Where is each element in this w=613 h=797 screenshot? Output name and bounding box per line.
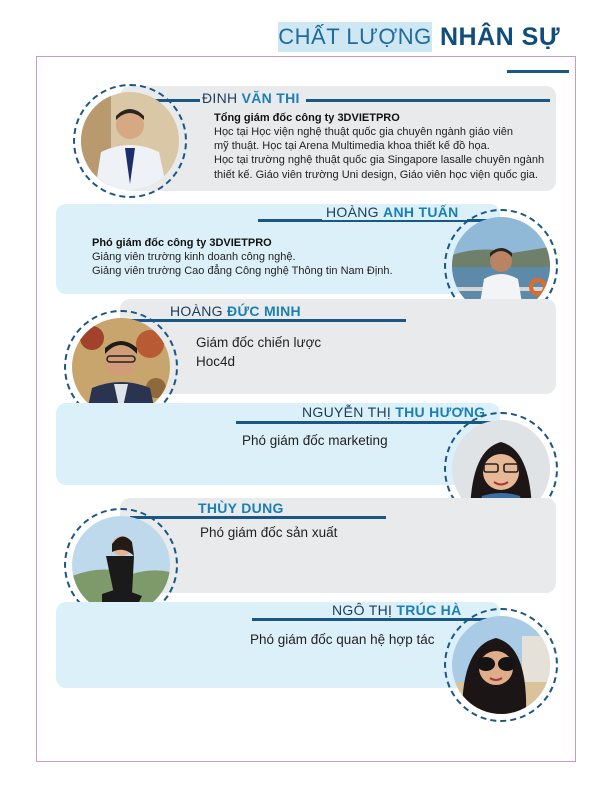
person-info — [196, 333, 496, 371]
person-info — [92, 236, 432, 278]
person-role: Tổng giám đốc công ty 3DVIETPRO — [214, 112, 400, 124]
desc-line: Giám đốc chiến lược — [196, 335, 322, 350]
title-bold: NHÂN SỰ — [440, 23, 561, 51]
person-name: HOÀNG ANH TUẤN — [322, 204, 467, 220]
name-bar — [130, 99, 550, 102]
desc-line: Phó giám đốc sản xuất — [200, 525, 338, 540]
desc-line: Phó giám đốc marketing — [242, 433, 388, 448]
desc-line: Phó giám đốc quan hệ hợp tác — [250, 632, 435, 647]
title-light: CHẤT LƯỢNG — [278, 22, 432, 52]
person-photo — [81, 92, 179, 190]
person-info — [242, 431, 482, 450]
name-bar — [236, 421, 498, 424]
desc-line: mỹ thuật. Học tại Arena Multimedia khoa thiết kế đồ họa. — [214, 140, 490, 153]
desc-line: Giảng viên trường Cao đẳng Công nghệ Thông tin Nam Định. — [92, 265, 393, 278]
desc-line: Hoc4d — [196, 354, 236, 369]
desc-line: Học tại trường nghệ thuật quốc gia Singapore lasalle chuyên ngành — [214, 154, 545, 167]
person-name: HOÀNG ĐỨC MINH — [168, 303, 307, 319]
desc-line: Giảng viên trường kinh doanh công nghệ. — [92, 251, 296, 263]
person-photo — [452, 616, 550, 714]
person-info — [214, 111, 554, 182]
desc-line: thiết kế. Giáo viên trường Uni design, Giáo viên học viện quốc gia. — [214, 168, 538, 181]
person-photo — [72, 516, 170, 614]
person-role: Phó giám đốc công ty 3DVIETPRO — [92, 237, 272, 249]
person-name: NGÔ THỊ TRÚC HÀ — [328, 602, 469, 618]
person-card-5 — [120, 498, 556, 593]
person-name: THÙY DUNG — [196, 500, 290, 516]
person-info — [200, 523, 440, 542]
name-bar — [130, 319, 406, 322]
desc-line: Học tại Học viện nghệ thuật quốc gia chuyên ngành giáo viên — [214, 126, 514, 138]
person-name: ĐINH VĂN THI — [200, 90, 306, 106]
name-bar — [252, 618, 498, 621]
person-name: NGUYỄN THỊ THU HƯƠNG — [298, 404, 493, 420]
name-bar — [130, 516, 386, 519]
person-photo — [72, 318, 170, 416]
